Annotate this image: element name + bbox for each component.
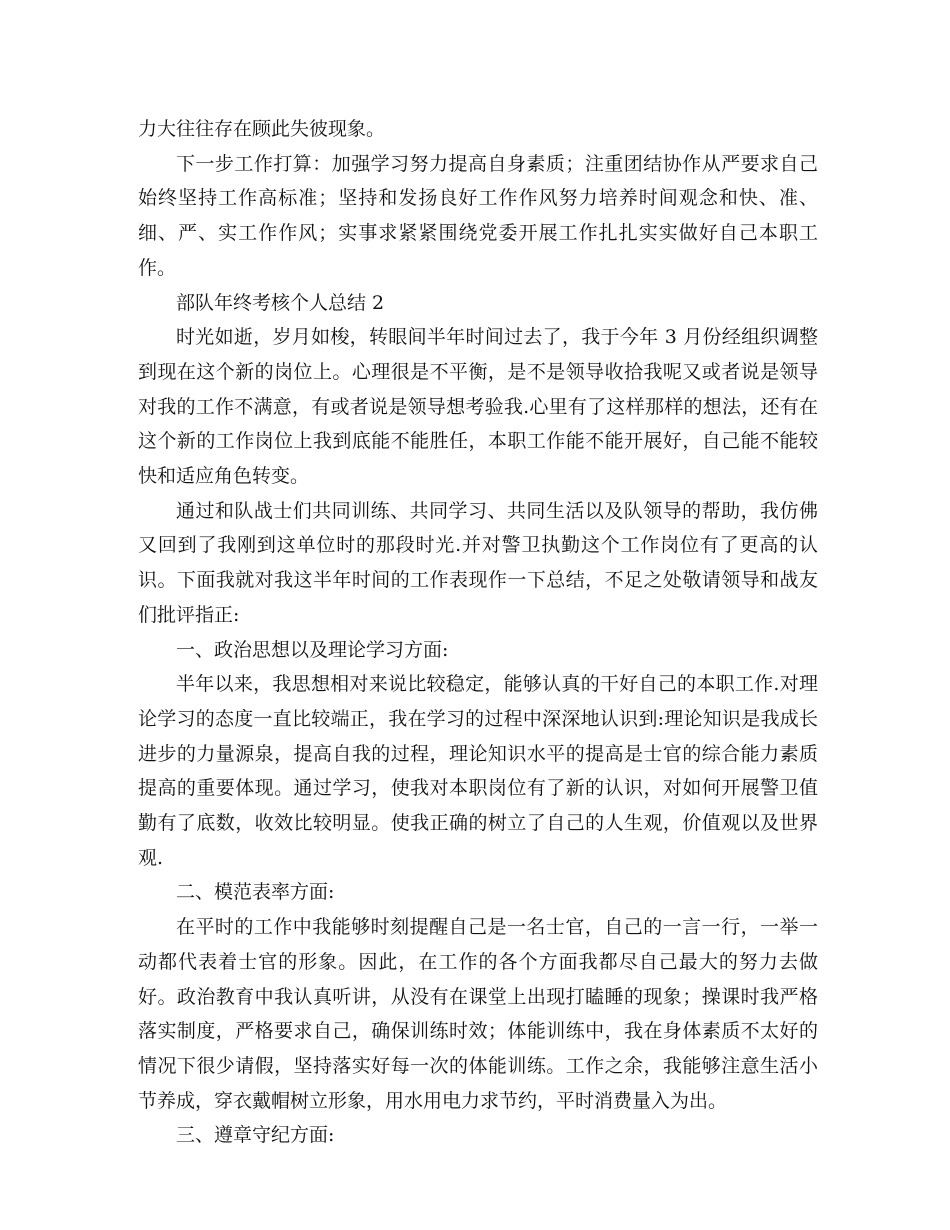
section-title: 部队年终考核个人总结 2 <box>176 291 385 314</box>
heading-political-study: 一、政治思想以及理论学习方面: <box>176 638 449 661</box>
heading-discipline: 三、遵章守纪方面: <box>176 1124 335 1147</box>
paragraph-continuation: 力大往往存在顾此失彼现象。 <box>138 118 386 140</box>
document-body <box>138 112 818 1153</box>
paragraph-training: 通过和队战士们共同训练、共同学习、共同生活以及队领导的帮助，我仿佛又回到了我刚到这单位时的那段时光.并对警卫执勤这个工作岗位有了更高的认识。下面我就对我这半年时间的工作表现作一下总结，不足之处敬请领导和战友们批评指正: <box>138 499 818 626</box>
heading-role-model: 二、模范表率方面: <box>176 881 335 904</box>
paragraph-political-study: 半年以来，我思想相对来说比较稳定，能够认真的干好自己的本职工作.对理论学习的态度一直比较端正，我在学习的过程中深深地认识到:理论知识是我成长进步的力量源泉，提高自我的过程，理论知识水平的提高是士官的综合能力素质提高的重要体现。通过学习，使我对本职岗位有了新的认识，对如何开展警卫值勤有了底数，收效比较明显。使我正确的树立了自己的人生观，价值观以及世界观. <box>138 673 818 869</box>
paragraph-role-model: 在平时的工作中我能够时刻提醒自己是一名士官，自己的一言一行，一举一动都代表着士官的形象。因此，在工作的各个方面我都尽自己最大的努力去做好。政治教育中我认真听讲，从没有在课堂上出现打瞌睡的现象；操课时我严格落实制度，严格要求自己，确保训练时效；体能训练中，我在身体素质不太好的情况下很少请假，坚持落实好每一次的体能训练。工作之余，我能够注意生活小节养成，穿衣戴帽树立形象，用水用电力求节约，平时消费量入为出。 <box>138 916 818 1112</box>
paragraph-intro: 时光如逝，岁月如梭，转眼间半年时间过去了，我于今年 3 月份经组织调整到现在这个新的岗位上。心理很是不平衡，是不是领导收拾我呢又或者说是领导对我的工作不满意，有或者说是领导想考验我.心里有了这样那样的想法，还有在这个新的工作岗位上我到底能不能胜任，本职工作能不能开展好，自己能不能较快和适应角色转变。 <box>138 326 818 488</box>
paragraph-next-plan: 下一步工作打算：加强学习努力提高自身素质；注重团结协作从严要求自己始终坚持工作高标准；坚持和发扬良好工作作风努力培养时间观念和快、准、细、严、实工作作风；实事求紧紧围绕党委开展工作扎扎实实做好自己本职工作。 <box>138 152 818 279</box>
